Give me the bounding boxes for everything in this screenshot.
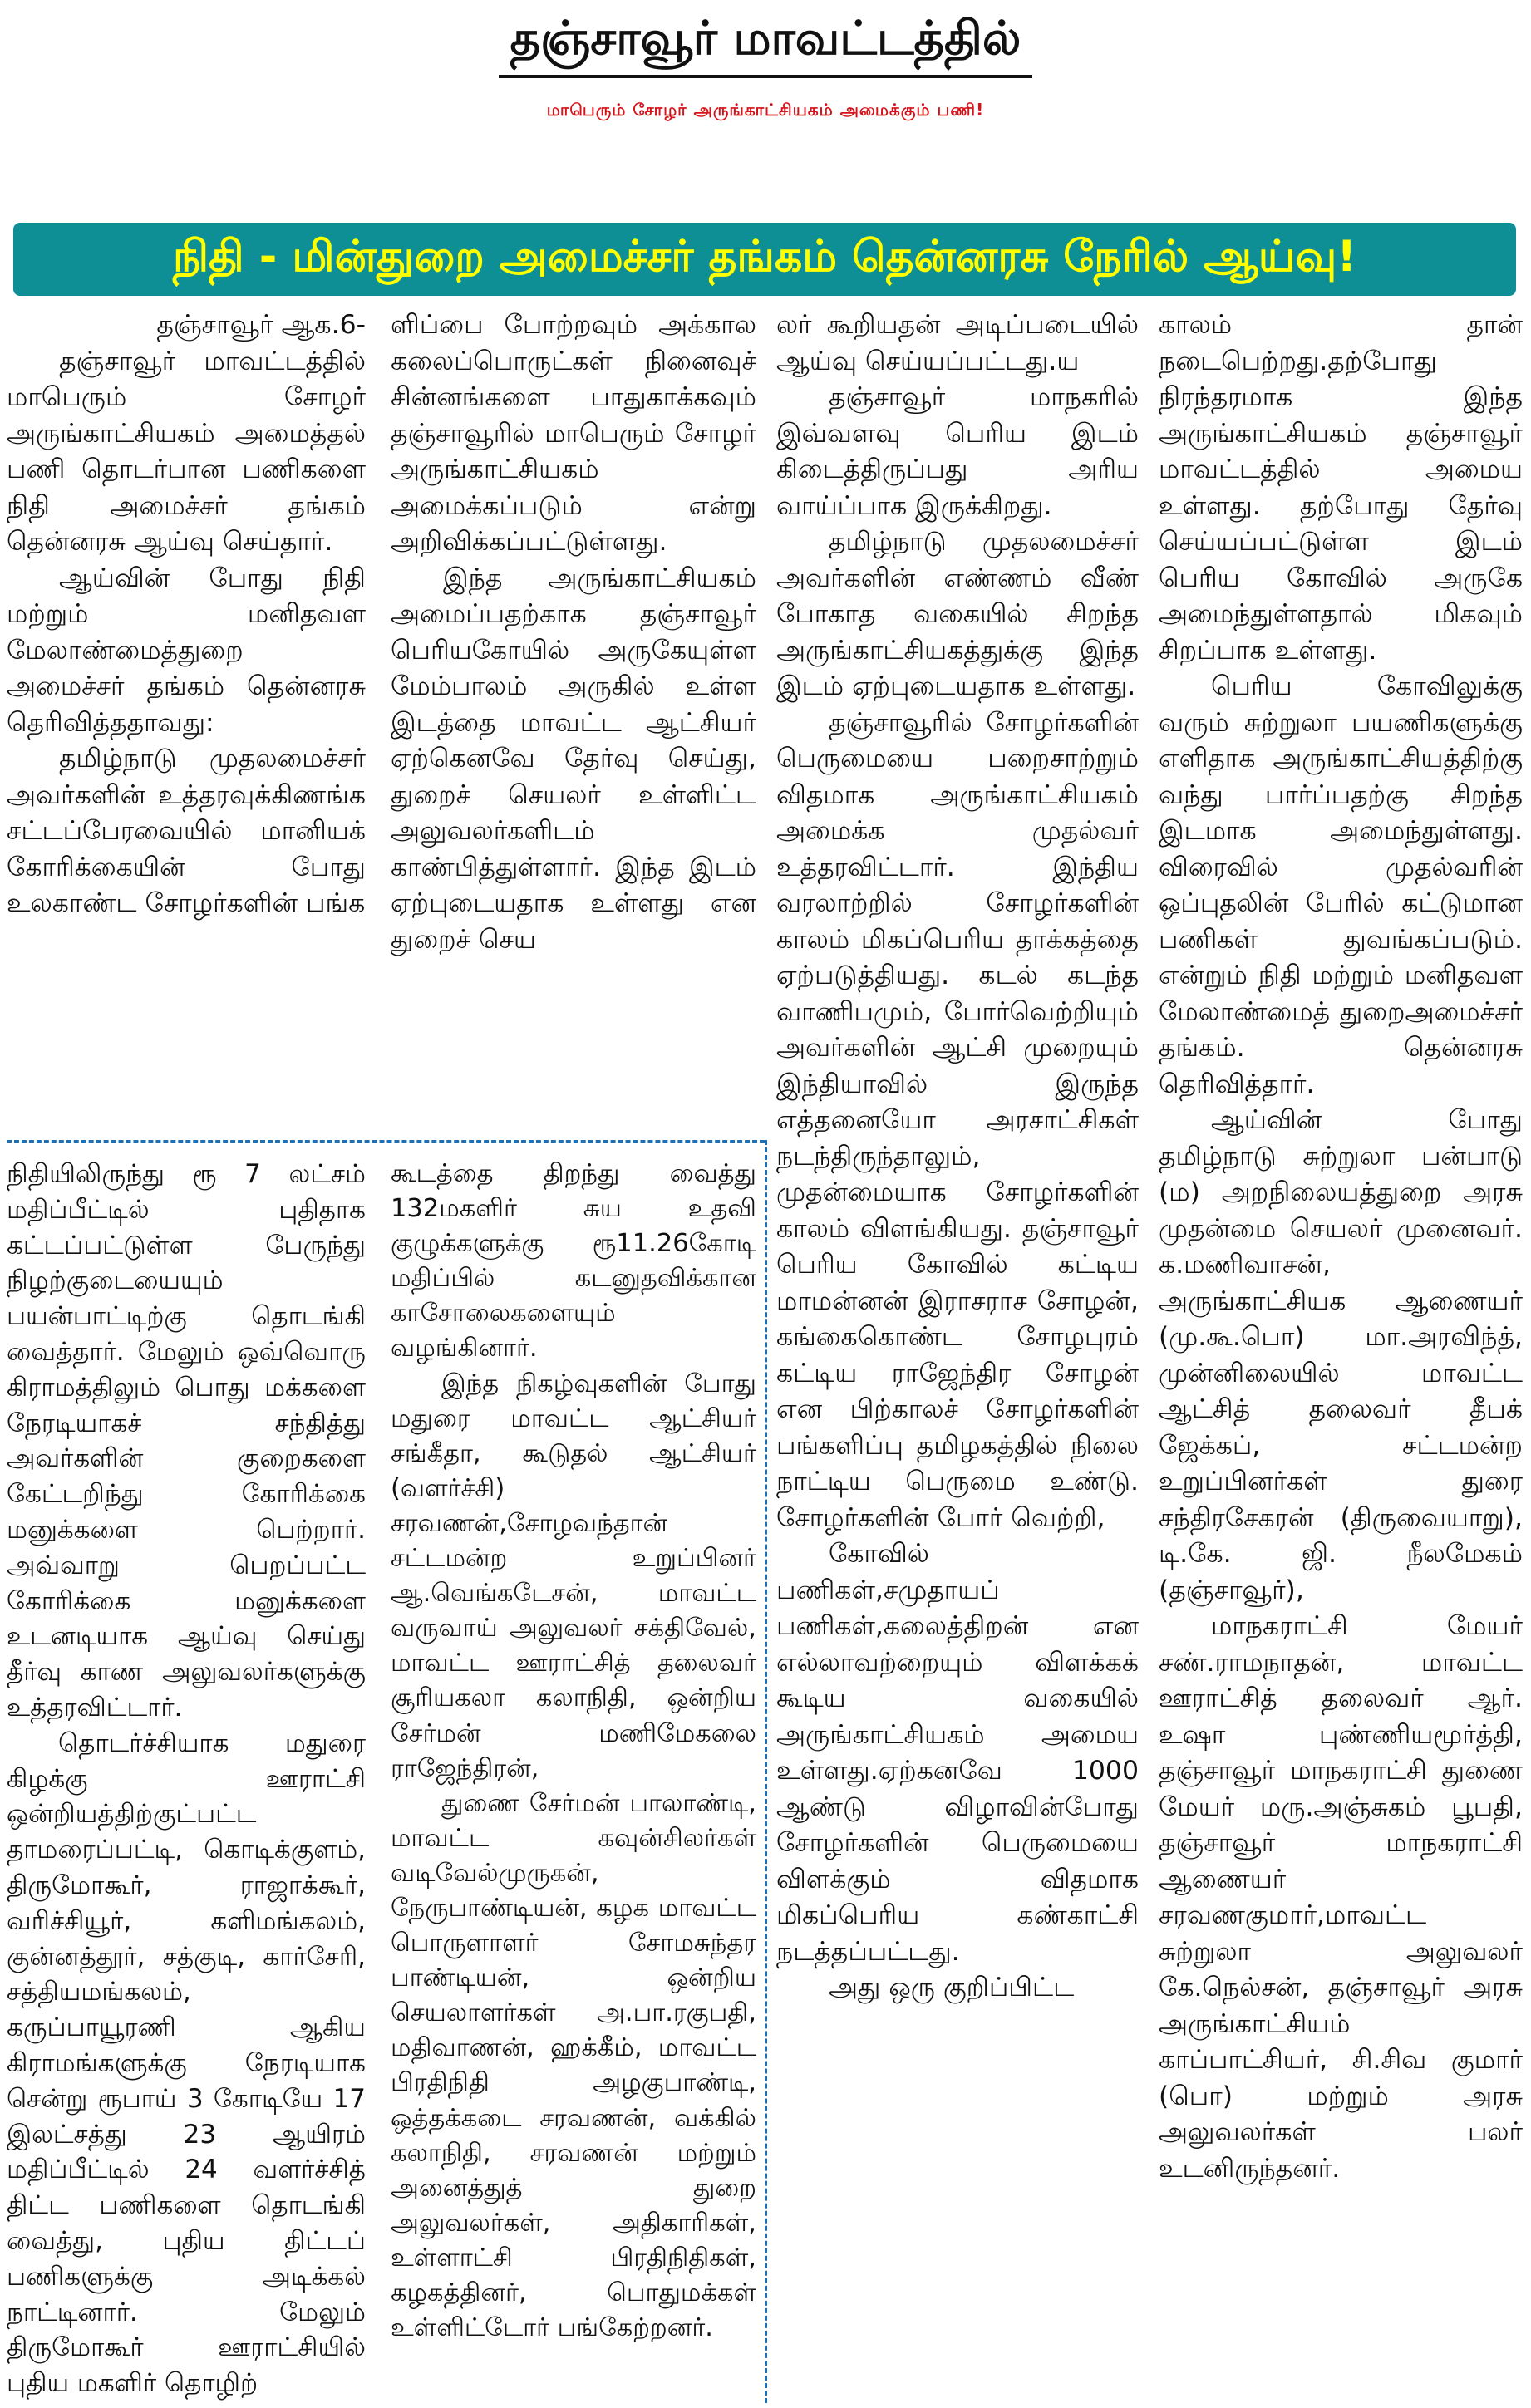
paragraph: காலம் தான் நடைபெற்றது.தற்போது நிரந்தரமாக இந்த அருங்காட்சியகம் தஞ்சாவூர் மாவட்டத்தில் அமைய உள்ளது. தற்போது தேர்வு செய்யப்பட்டுள்ள இடம் பெரிய கோவில் அருகே அமைந்துள்ளதால் மிகவும் சிறப்பாக உள்ளது.	[1159, 310, 1523, 666]
paragraph: லர் கூறியதன் அடிப்படையில் ஆய்வு செய்யப்பட்டது.ய	[776, 310, 1139, 376]
headline: மாபெரும் சோழர் அருங்காட்சியகம் அமைக்கும் பணி!	[546, 100, 985, 120]
dateline: தஞ்சாவூர் ஆக.6-	[156, 310, 366, 340]
paragraph: கூடத்தை திறந்து வைத்து 132மகளிர் சுய உதவி குழுக்களுக்கு ரூ11.26கோடி மதிப்பில் கடனுதவிக்கான காசோலைகளையும் வழங்கினார்.	[391, 1159, 756, 1364]
subhead-text: நிதி - மின்துறை அமைச்சர் தங்கம் தென்னரசு நேரில் ஆய்வு!	[172, 231, 1357, 282]
paragraph: பெரிய கோவிலுக்கு வரும் சுற்றுலா பயணிகளுக்கு எளிதாக அருங்காட்சியத்திற்கு வந்து பார்ப்பதற்கு சிறந்த இடமாக அமைந்துள்ளது. விரைவில் முதல்வரின் ஒப்புதலின் பேரில் கட்டுமான பணிகள் துவங்கப்படும். என்றும் நிதி மற்றும் மனிதவள மேலாண்மைத் துறைஅமைச்சர் தங்கம். தென்னரசு தெரிவித்தார்.	[1159, 671, 1523, 1099]
paragraph: ஆய்வின் போது நிதி மற்றும் மனிதவள மேலாண்மைத்துறை அமைச்சர் தங்கம் தென்னரசு தெரிவித்ததாவது:	[7, 563, 366, 738]
paragraph: தஞ்சாவூரில் சோழர்களின் பெருமையை பறைசாற்றும் விதமாக அருங்காட்சியகம் அமைக்க முதல்வர் உத்தரவிட்டார். இந்திய வரலாற்றில் சோழர்களின் காலம் மிகப்பெரிய தாக்கத்தை ஏற்படுத்தியது. கடல் கடந்த வாணிபமும், போர்வெற்றியும் அவர்களின் ஆட்சி முறையும் இந்தியாவில் இருந்த எத்தனையோ அரசாட்சிகள் நடந்திருந்தாலும், முதன்மையாக சோழர்களின் காலம் விளங்கியது. தஞ்சாவூர் பெரிய கோவில் கட்டிய மாமன்னன் இராசராச சோழன், கங்கைகொண்ட சோழபுரம் கட்டிய ராஜேந்திர சோழன் என பிற்காலச் சோழர்களின் பங்களிப்பு தமிழகத்தில் நிலை நாட்டிய பெருமை உண்டு. சோழர்களின் போர் வெற்றி,	[776, 707, 1139, 1533]
column-1-bottom	[7, 1157, 366, 2401]
paragraph: இந்த நிகழ்வுகளின் போது மதுரை மாவட்ட ஆட்சியர் சங்கீதா, கூடுதல் ஆட்சியர் (வளர்ச்சி) சரவணன்,சோழவந்தான் சட்டமன்ற உறுப்பினர் ஆ.வெங்கடேசன், மாவட்ட வருவாய் அலுவலர் சக்திவேல், மாவட்ட ஊராட்சித் தலைவர் சூரியகலா கலாநிதி, ஒன்றிய சேர்மன் மணிமேகலை ராஜேந்திரன்,	[391, 1369, 756, 1783]
column-3	[776, 307, 1139, 2007]
kicker	[0, 12, 1531, 78]
column-1-top	[7, 307, 366, 922]
paragraph: ஆய்வின் போது தமிழ்நாடு சுற்றுலா பன்பாடு (ம) அறநிலையத்துறை அரசு முதன்மை செயலர் முனைவர். க.மணிவாசன், அருங்காட்சியக ஆணையர் (மு.கூ.பொ) மா.அரவிந்த், முன்னிலையில் மாவட்ட ஆட்சித் தலைவர் தீபக் ஜேக்கப், சட்டமன்ற உறுப்பினர்கள் துரை சந்திரசேகரன் (திருவையாறு), டி.கே. ஜி. நீலமேகம் (தஞ்சாவூர்),	[1159, 1105, 1523, 1605]
paragraph: மாநகராட்சி மேயர் சண்.ராமநாதன், மாவட்ட ஊராட்சித் தலைவர் ஆர். உஷா புண்ணியமூர்த்தி, தஞ்சாவூர் மாநகராட்சி துணை மேயர் மரு.அஞ்சுகம் பூபதி, தஞ்சாவூர் மாநகராட்சி ஆணையர் சரவணகுமார்,மாவட்ட சுற்றுலா அலுவலர் கே.நெல்சன், தஞ்சாவூர் அரசு அருங்காட்சியம் காப்பாட்சியர், சி.சிவ குமார் (பொ) மற்றும் அரசு அலுவலர்கள் பலர் உடனிருந்தனர்.	[1159, 1611, 1523, 2184]
column-2-top	[391, 307, 756, 958]
section-divider-vertical	[765, 1140, 767, 2403]
paragraph: தொடர்ச்சியாக மதுரை கிழக்கு ஊராட்சி ஒன்றியத்திற்குட்பட்ட தாமரைப்பட்டி, கொடிக்குளம், திருமோகூர், ராஜாக்கூர், வரிச்சியூர், களிமங்கலம், குன்னத்தூர், சத்குடி, கார்சேரி, சத்தியமங்கலம், கருப்பாயூரணி ஆகிய கிராமங்களுக்கு நேரடியாக சென்று ரூபாய் 3 கோடியே 17 இலட்சத்து 23 ஆயிரம் மதிப்பீட்டில் 24 வளர்ச்சித் திட்ட பணிகளை தொடங்கி வைத்து, புதிய திட்டப் பணிகளுக்கு அடிக்கல் நாட்டினார். மேலும் திருமோகூர் ஊராட்சியில் புதிய மகளிர் தொழிற்	[7, 1727, 366, 2399]
section-divider-horizontal	[7, 1140, 765, 1143]
subhead-bar	[13, 223, 1516, 296]
paragraph: தஞ்சாவூர் மாநகரில் இவ்வளவு பெரிய இடம் கிடைத்திருப்பது அரிய வாய்ப்பாக இருக்கிறது.	[776, 382, 1139, 521]
column-4	[1159, 307, 1523, 2187]
paragraph: தமிழ்நாடு முதலமைச்சர் அவர்களின் எண்ணம் வீண் போகாத வகையில் சிறந்த அருங்காட்சியகத்துக்கு இந்த இடம் ஏற்புடையதாக உள்ளது.	[776, 527, 1139, 701]
paragraph: தஞ்சாவூர் மாவட்டத்தில் மாபெரும் சோழர் அருங்காட்சியகம் அமைத்தல் பணி தொடர்பான பணிகளை நிதி அமைச்சர் தங்கம் தென்னரசு ஆய்வு செய்தார்.	[7, 346, 366, 557]
paragraph: ளிப்பை போற்றவும் அக்கால கலைப்பொருட்கள் நினைவுச் சின்னங்களை பாதுகாக்கவும் தஞ்சாவூரில் மாபெரும் சோழர் அருங்காட்சியகம் அமைக்கப்படும் என்று அறிவிக்கப்பட்டுள்ளது.	[391, 310, 756, 557]
paragraph: அது ஒரு குறிப்பிட்ட	[829, 1973, 1075, 2003]
paragraph: கோவில் பணிகள்,சமுதாயப் பணிகள்,கலைத்திறன் என எல்லாவற்றையும் விளக்கக் கூடிய வகையில் அருங்காட்சியகம் அமைய உள்ளது.ஏற்கனவே 1000 ஆண்டு விழாவின்போது சோழர்களின் பெருமையை விளக்கும் விதமாக மிகப்பெரிய கண்காட்சி நடத்தப்பட்டது.	[776, 1539, 1139, 1967]
paragraph: துணை சேர்மன் பாலாண்டி, மாவட்ட கவுன்சிலர்கள் வடிவேல்முருகன், நேருபாண்டியன், கழக மாவட்ட பொருளாளர் சோமசுந்தர பாண்டியன், ஒன்றிய செயலாளர்கள் அ.பா.ரகுபதி, மதிவாணன், ஹக்கீம், மாவட்ட பிரதிநிதி அழகுபாண்டி, ஒத்தக்கடை சரவணன், வக்கில் கலாநிதி, சரவணன் மற்றும் அனைத்துத் துறை அலுவலர்கள், அதிகாரிகள், உள்ளாட்சி பிரதிநிதிகள், கழகத்தினர், பொதுமக்கள் உள்ளிட்டோர் பங்கேற்றனர்.	[391, 1788, 756, 2343]
paragraph: இந்த அருங்காட்சியகம் அமைப்பதற்காக தஞ்சாவூர் பெரியகோயில் அருகேயுள்ள மேம்பாலம் அருகில் உள்ள இடத்தை மாவட்ட ஆட்சியர் ஏற்கெனவே தேர்வு செய்து, துறைச் செயலர் உள்ளிட்ட அலுவலர்களிடம் காண்பித்துள்ளார். இந்த இடம் ஏற்புடையதாக உள்ளது என துறைச் செய	[391, 563, 756, 955]
paragraph: தமிழ்நாடு முதலமைச்சர் அவர்களின் உத்தரவுக்கிணங்க சட்டப்பேரவையில் மானியக் கோரிக்கையின் போது உலகாண்ட சோழர்களின் பங்க	[7, 744, 366, 918]
column-2-bottom	[391, 1157, 756, 2346]
kicker-text: தஞ்சாவூர் மாவட்டத்தில்	[499, 12, 1033, 78]
paragraph: நிதியிலிருந்து ரூ 7 லட்சம் மதிப்பீட்டில் புதிதாக கட்டப்பட்டுள்ள பேருந்து நிழற்குடையையும் பயன்பாட்டிற்கு தொடங்கி வைத்தார். மேலும் ஒவ்வொரு கிராமத்திலும் பொது மக்களை நேரடியாகச் சந்தித்து அவர்களின் குறைகளை கேட்டறிந்து கோரிக்கை மனுக்களை பெற்றார். அவ்வாறு பெறப்பட்ட கோரிக்கை மனுக்களை உடனடியாக ஆய்வு செய்து தீர்வு காண அலுவலர்களுக்கு உத்தரவிட்டார்.	[7, 1159, 366, 1722]
